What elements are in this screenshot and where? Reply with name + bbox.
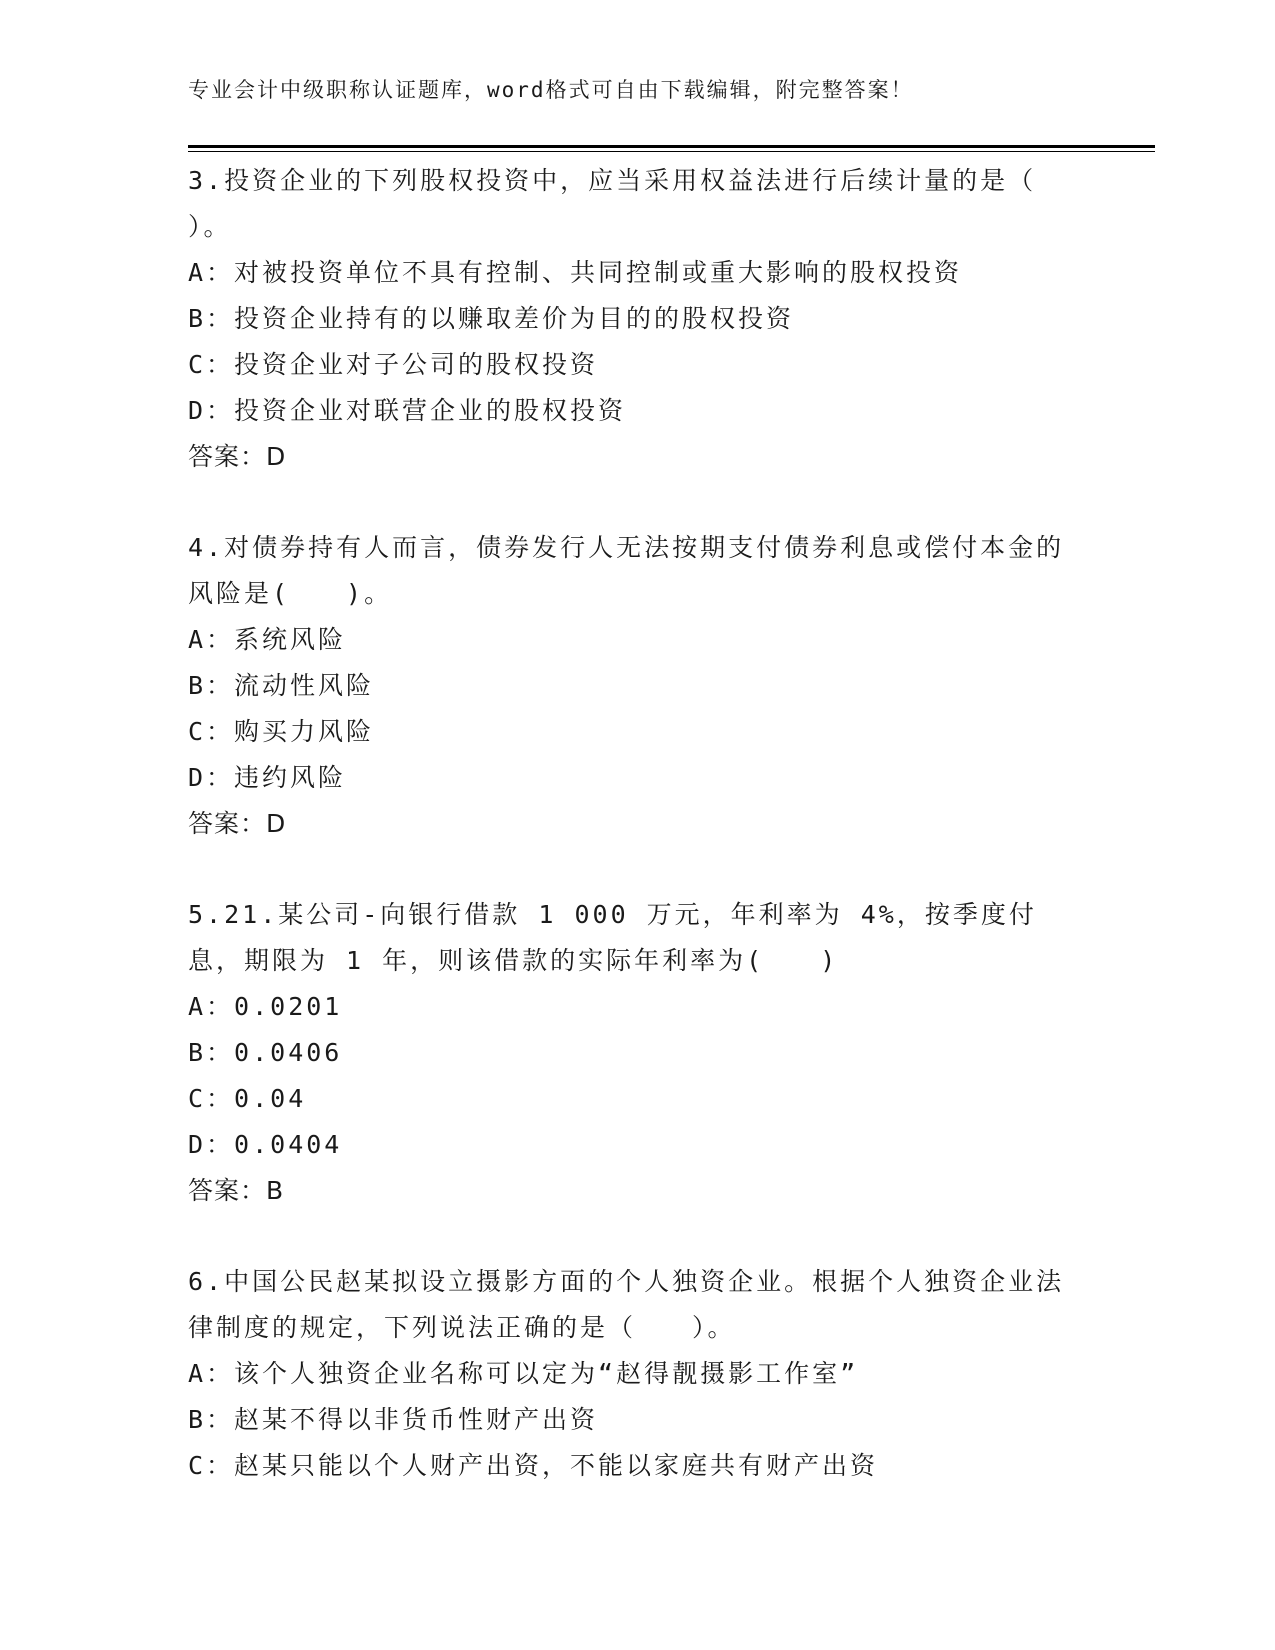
question-5 [188, 892, 1088, 1214]
question-stem: 6.中国公民赵某拟设立摄影方面的个人独资企业。根据个人独资企业法律制度的规定，下列说法正确的是（ ）。 [188, 1267, 1065, 1342]
option-d: D：投资企业对联营企业的股权投资 [188, 396, 627, 425]
header-divider-thick [188, 145, 1155, 148]
option-d: D：违约风险 [188, 763, 347, 792]
option-a: A：系统风险 [188, 625, 347, 654]
page-header: 专业会计中级职称认证题库，word格式可自由下载编辑，附完整答案！ [188, 78, 914, 102]
option-b: B：投资企业持有的以赚取差价为目的的股权投资 [188, 304, 795, 333]
question-6 [188, 1259, 1088, 1489]
question-4 [188, 525, 1088, 847]
option-c: C：购买力风险 [188, 717, 375, 746]
option-d: D：0.0404 [188, 1130, 343, 1159]
answer-text: 答案：B [188, 1176, 285, 1205]
option-c: C：0.04 [188, 1084, 307, 1113]
question-stem: 3.投资企业的下列股权投资中，应当采用权益法进行后续计量的是（ ）。 [188, 166, 1037, 241]
option-a: A：对被投资单位不具有控制、共同控制或重大影响的股权投资 [188, 258, 963, 287]
option-a: A：0.0201 [188, 992, 343, 1021]
option-b: B：流动性风险 [188, 671, 375, 700]
answer-text: 答案：D [188, 442, 287, 471]
question-stem: 4.对债券持有人而言，债券发行人无法按期支付债券利息或偿付本金的风险是( )。 [188, 533, 1065, 608]
option-b: B：0.0406 [188, 1038, 343, 1067]
option-b: B：赵某不得以非货币性财产出资 [188, 1405, 599, 1434]
answer-text: 答案：D [188, 809, 287, 838]
question-stem: 5.21.某公司-向银行借款 1 000 万元，年利率为 4%，按季度付息，期限为 1 年，则该借款的实际年利率为( ) [188, 900, 1037, 975]
option-a: A：该个人独资企业名称可以定为“赵得靓摄影工作室” [188, 1359, 859, 1388]
option-c: C：赵某只能以个人财产出资，不能以家庭共有财产出资 [188, 1451, 879, 1480]
question-list [188, 158, 1088, 1534]
question-3 [188, 158, 1088, 480]
option-c: C：投资企业对子公司的股权投资 [188, 350, 599, 379]
header-divider-thin [188, 151, 1155, 152]
